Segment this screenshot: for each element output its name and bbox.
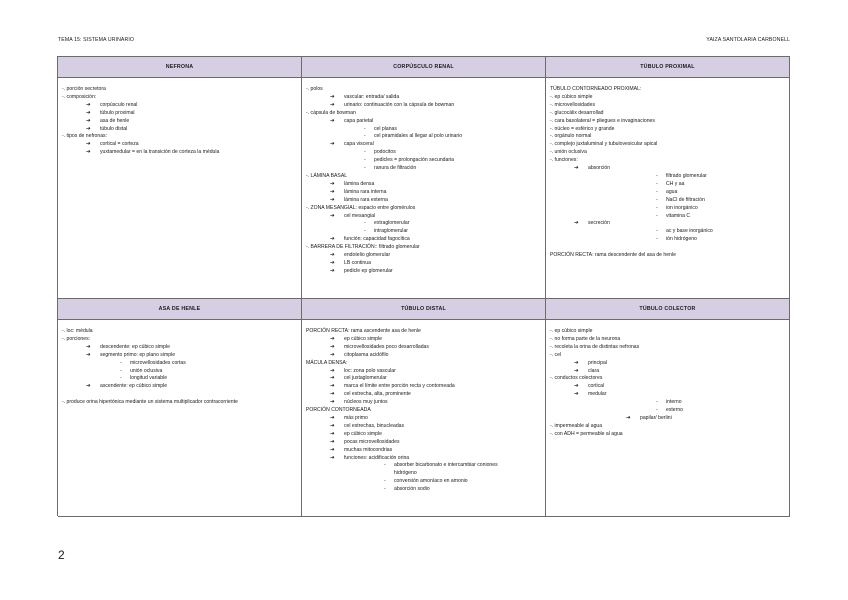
dash-bullet-item: - conversión amoníaco en amonio <box>306 478 541 486</box>
text-line: -. polos <box>306 86 323 92</box>
text-line: -. ZONA MESANGIAL: espacio entre glomérulos <box>306 204 416 211</box>
text-line: -. ep cúbico simple <box>550 328 593 334</box>
arrow-bullet-item: ➔ ep cúbico simple <box>306 336 541 344</box>
cell-title: TÚBULO COLECTOR <box>546 299 789 320</box>
arrow-bullet-item: ➔ pedicle ep glomerular <box>306 268 541 276</box>
arrow-bullet-item: ➔ cortical <box>550 383 785 391</box>
dash-bullet-item: - longitud variable <box>62 375 297 383</box>
dash-bullet-item: - absorción sodio <box>306 486 541 494</box>
cell-body <box>546 78 789 260</box>
dash-bullet-item: - ión hidrógeno <box>550 236 785 244</box>
dash-bullet-item: - cel piramidales al llegar al polo urinario <box>306 133 541 141</box>
cell-title: ASA DE HENLE <box>58 299 301 320</box>
cell-title: CORPÚSCULO RENAL <box>302 57 545 78</box>
text-line: PORCIÓN CONTORNEADA <box>306 407 371 414</box>
dash-bullet-item: - pedicles = prolongación secundaria <box>306 157 541 165</box>
arrow-bullet-item: ➔ citoplasma acidófilo <box>306 352 541 360</box>
arrow-bullet-item: ➔ clara <box>550 368 785 376</box>
text-line: -. porciones: <box>62 335 91 342</box>
spacer <box>550 244 785 252</box>
text-line: -. recoleta la orina de distintas nefronas <box>550 343 640 350</box>
cell-title: NEFRONA <box>58 57 301 78</box>
text-line: -. porción secretora <box>62 86 106 92</box>
arrow-bullet-item: ➔ marca el límite entre porción recta y contorneada <box>306 383 541 391</box>
arrow-bullet-item: ➔ cel juxtaglomerular <box>306 375 541 383</box>
cell-nefrona <box>58 57 302 299</box>
dash-bullet-item: - externo <box>550 407 785 415</box>
arrow-bullet-item: ➔ microvellosidades poco desarrolladas <box>306 344 541 352</box>
text-line: -. impermeable al agua <box>550 422 603 429</box>
arrow-bullet-item: ➔ absorción <box>550 165 785 173</box>
text-line: -. unión oclusiva <box>550 149 587 156</box>
notes-table <box>57 56 790 516</box>
dash-bullet-item: - agua <box>550 189 785 197</box>
arrow-bullet-item: ➔ ascendente: ep cúbico simple <box>62 383 297 391</box>
dash-bullet-item: - CH y aa <box>550 181 785 189</box>
arrow-bullet-item: ➔ funciones: acidificación orina <box>306 455 541 463</box>
doc-header-left: TEMA 15: SISTEMA URINARIO <box>58 37 135 43</box>
arrow-bullet-item: ➔ ep cúbico simple <box>306 431 541 439</box>
text-line: PORCIÓN RECTA: rama descendente del asa de henle <box>550 252 676 259</box>
arrow-bullet-item: ➔ descendente: ep cúbico simple <box>62 344 297 352</box>
arrow-bullet-item: ➔ lámina rara interna <box>306 189 541 197</box>
dash-bullet-item: - NaCl de filtración <box>550 197 785 205</box>
cell-tubulo-distal <box>302 299 546 517</box>
dash-bullet-item: - ion inorgánico <box>550 205 785 213</box>
cell-corpusculo-renal <box>302 57 546 299</box>
arrow-bullet-item: ➔ endotelio glomerular <box>306 252 541 260</box>
text-line: MÁCULA DENSA: <box>306 359 348 366</box>
arrow-bullet-item: ➔ capa visceral <box>306 141 541 149</box>
arrow-bullet-item: ➔ función: capacidad fagocítica <box>306 236 541 244</box>
arrow-bullet-item: ➔ loc: zona polo vascular <box>306 368 541 376</box>
arrow-bullet-item: ➔ pocas microvellosidades <box>306 439 541 447</box>
text-line: -. composición: <box>62 93 97 100</box>
arrow-bullet-item: ➔ túbulo proximal <box>62 110 297 118</box>
arrow-bullet-item: ➔ urinario: continuación con la cápsula de bowman <box>306 102 541 110</box>
arrow-bullet-item: ➔ principal <box>550 360 785 368</box>
arrow-bullet-item: ➔ cel estrechas, binucleadas <box>306 423 541 431</box>
cell-body <box>302 320 545 494</box>
doc-header-right: YAIZA SANTOLARIA CARBONELL <box>706 37 790 43</box>
text-line: -. cel <box>550 351 562 358</box>
dash-bullet-item: - absorber bicarbonato e intercambiar coniones <box>306 462 541 470</box>
text-line: -. no forma parte de la neurona <box>550 335 621 342</box>
page-number: 2 <box>58 548 65 562</box>
text-line: -. produce orina hipertónica mediante un sistema multiplicador contracorriente <box>62 399 238 406</box>
dash-bullet-item: - ac y base inorgánico <box>550 228 785 236</box>
arrow-bullet-item: ➔ secreción <box>550 220 785 228</box>
text-line: -. funciones: <box>550 157 578 164</box>
arrow-bullet-item: ➔ cortical = corteza <box>62 141 297 149</box>
dash-bullet-item: - extraglomerular <box>306 220 541 228</box>
arrow-bullet-item: ➔ vascular: entrada/ salida <box>306 94 541 102</box>
arrow-bullet-item: ➔ lámina rara externa <box>306 197 541 205</box>
arrow-bullet-item: ➔ segmento primo: ep plano simple <box>62 352 297 360</box>
cell-tubulo-colector <box>546 299 790 517</box>
dash-bullet-item: - unión oclusiva <box>62 368 297 376</box>
cell-body <box>546 320 789 439</box>
dash-bullet-item: - interno <box>550 399 785 407</box>
spacer <box>62 391 297 399</box>
dash-bullet-item: - filtrado glomerular <box>550 173 785 181</box>
cell-title: TÚBULO DISTAL <box>302 299 545 320</box>
dash-bullet-item: - microvellosidades cortas <box>62 360 297 368</box>
text-line: -. LÁMINA BASAL <box>306 172 348 179</box>
text-line: hidrógeno <box>394 470 417 477</box>
dash-bullet-item: - cel planas <box>306 126 541 134</box>
cell-asa-de-henle <box>58 299 302 517</box>
arrow-bullet-item: ➔ cel estrecha, alta, prominente <box>306 391 541 399</box>
dash-bullet-item: - intraglomerular <box>306 228 541 236</box>
arrow-bullet-item: ➔ cel mesangial <box>306 213 541 221</box>
arrow-bullet-item: ➔ capa parietal <box>306 118 541 126</box>
text-line: -. BARRERA DE FILTRACIÓN:: filtrado glomerular <box>306 244 420 251</box>
text-line: TÚBULO CONTORNEADO PROXIMAL: <box>550 86 642 92</box>
text-line: -. complejo juxtaluminal y tubulovesicular apical <box>550 141 658 148</box>
arrow-bullet-item: ➔ lámina densa <box>306 181 541 189</box>
arrow-bullet-item: ➔ núcleos muy juntos <box>306 399 541 407</box>
cell-body <box>58 78 301 157</box>
arrow-bullet-item: ➔ papilar/ berlini <box>550 415 785 423</box>
arrow-bullet-item: ➔ más primo <box>306 415 541 423</box>
cell-body <box>302 78 545 276</box>
cell-tubulo-proximal <box>546 57 790 299</box>
text-line: -. tipos de nefronas: <box>62 133 108 140</box>
text-line: -. microvellosidades <box>550 101 596 108</box>
arrow-bullet-item: ➔ asa de henle <box>62 118 297 126</box>
arrow-bullet-item: ➔ corpúsculo renal <box>62 102 297 110</box>
text-line: -. con ADH = permeable al agua <box>550 430 623 437</box>
text-line: -. conductos colectores <box>550 375 603 382</box>
text-line: -. cápsula de bowman <box>306 109 356 116</box>
arrow-bullet-item: ➔ medular <box>550 391 785 399</box>
cell-title: TÚBULO PROXIMAL <box>546 57 789 78</box>
dash-bullet-item: - ranura de filtración <box>306 165 541 173</box>
text-line: PORCIÓN RECTA: rama ascendente asa de henle <box>306 328 421 334</box>
text-line: -. orgánulo normal <box>550 133 592 140</box>
arrow-bullet-item: ➔ túbulo distal <box>62 126 297 134</box>
text-line: -. núcleo = esférico y grande <box>550 125 615 132</box>
cell-body <box>58 320 301 407</box>
dash-bullet-item: - podocitos <box>306 149 541 157</box>
dash-bullet-item: - vitamina C <box>550 213 785 221</box>
text-line: -. cara basolateral = pliegues e invaginaciones <box>550 117 655 124</box>
text-line: -. glucocálix desarrollad <box>550 109 604 116</box>
arrow-bullet-item: ➔ muchas mitocondrias <box>306 447 541 455</box>
text-line: -. loc: médula <box>62 328 93 334</box>
text-line: -. ep cúbico simple <box>550 93 593 100</box>
arrow-bullet-item: ➔ LB continua <box>306 260 541 268</box>
arrow-bullet-item: ➔ yuxtamedular = en la transición de corteza la médula <box>62 149 297 157</box>
